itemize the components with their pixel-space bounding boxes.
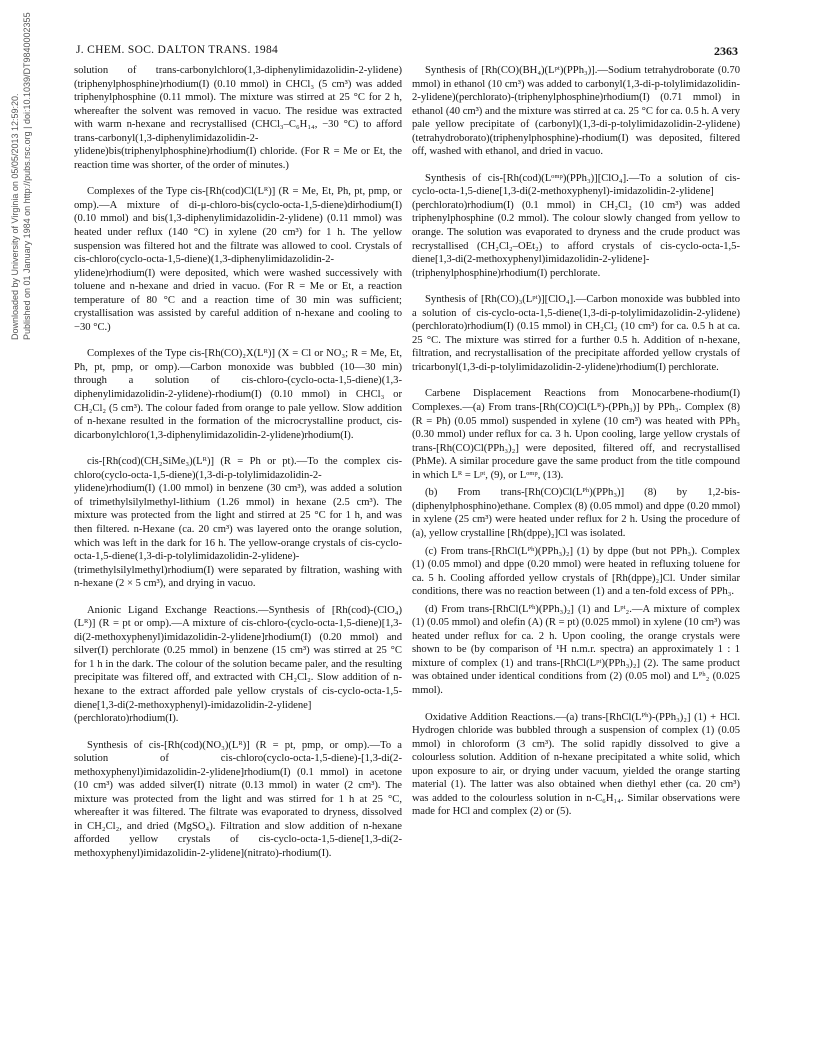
paragraph: Oxidative Addition Reactions.—(a) trans-[RhCl(Lᴾʰ)-(PPh₃)₂] (1) + HCl. Hydrogen chloride was bubbled through a suspension of complex (1) (0.05 mmol) in chloroform (3 cm³). The solid rapidly dissolved to give a colourless solution. Addition of n-hexane precipitated a white solid, which upon exposure to air, or drying under vacuum, yielded the orange starting material (1). The latter was also obtained when diethyl ether (ca. 20 cm³) was added to the colourless solution in n-C₆H₁₄. Similar observations were made for HCl and complex (2) or (5). (412, 711, 740, 818)
paragraph: Synthesis of [Rh(CO)₃(Lᵖᵗ)][ClO₄].—Carbon monoxide was bubbled into a solution of cis-cyclo-octa-1,5-diene(1,3-di-p-tolylimidazolidin-2-ylidene)(perchlorato)rhodium(I) (0.15 mmol) in CH₂Cl₂ (10 cm³) for ca. 0.5 h at ca. 25 °C. The mixture was stirred for a further 0.5 h. Addition of n-hexane, filtration, and recrystallisation of the precipitate afforded yellow crystals of tricarbonyl(1,3-di-p-tolylimidazolidin-2-ylidene)rhodium(I) perchlorate. (412, 294, 740, 373)
paragraph: (c) From trans-[RhCl(Lᴾʰ)(PPh₃)₂] (1) by dppe (but not PPh₃). Complex (1) (0.05 mmol) and dppe (0.20 mmol) were heated in refluxing toluene for ca. 5 h. Cooling afforded yellow crystals of [Rh(dppe)₂]Cl. Under similar conditions, there was no reaction between (1) and a ten-fold excess of PPh₃. (412, 545, 740, 598)
paragraph: (d) From trans-[RhCl(Lᴾʰ)(PPh₃)₂] (1) and Lᵖᵗ₂.—A mixture of complex (1) (0.05 mmol) and olefin (A) (R = pt) (0.025 mmol) in xylene (10 cm³) was heated under reflux for ca. 2 h. Upon cooling, the orange crystals were shown to be (by comparison of ¹H n.m.r. spectra) an approximately 1 : 1 mixture of complex (1) and trans-[RhCl(Lᵖᵗ)(PPh₃)₂] (2). The same product was obtained under identical conditions from (2) (0.05 mol) and Lᴾʰ₂ (0.025 mmol). (412, 603, 740, 696)
paragraph: Carbene Displacement Reactions from Monocarbene-rhodium(I) Complexes.—(a) From trans-[Rh(CO)Cl(Lᴿ)-(PPh₃)] by PPh₃. Complex (8) (R = Ph) (0.05 mmol) suspended in xylene (10 cm³) was heated with PPh₃ (0.30 mmol) under reflux for ca. 3 h. Upon cooling, large yellow crystals of trans-[Rh(CO)Cl(PPh₃)₂] were deposited, filtered off, and recrystallised (PhMe). A similar procedure gave the same product from the title compound in which Lᴿ = Lᵖᵗ, (9), or Lᵒᵐᵖ, (13). (412, 388, 740, 481)
page-number: 2363 (714, 44, 738, 58)
left-column (74, 64, 402, 861)
paragraph: solution of trans-carbonylchloro(1,3-diphenylimidazolidin-2-ylidene)(triphenylphosphine)rhodium(I) (0.10 mmol) in CHCl₃ (5 cm³) was added triphenylphosphine (0.11 mmol). The mixture was stirred at 25 °C for 2 h, whereafter the solvent was removed in vacuo. The residue was extracted with warm n-hexane and recrystallised (CHCl₃–C₆H₁₄, −30 °C) to afford trans-carbonyl(1,3-diphenylimidazolidin-2-ylidene)bis(triphenylphosphine)rhodium(I) chloride. (For R = Me or Et, the reaction time was shorter, of the order of minutes.) (74, 65, 402, 171)
paragraph: Anionic Ligand Exchange Reactions.—Synthesis of [Rh(cod)-(ClO₄)(Lᴿ)] (R = pt or omp).—A mixture of cis-chloro-(cyclo-octa-1,5-diene)[1,3-di(2-methoxyphenyl)imidazolidin-2-ylidene]rhodium(I) (0.20 mmol) and silver(I) perchlorate (0.25 mmol) in benzene (15 cm³) was stirred at 25 °C for 1 h in the dark. The colour of the solution became paler, and the resulting precipitate was filtered off, and extracted with CH₂Cl₂. Slow addition of n-hexane to the extract afforded pale yellow crystals of cis-cyclo-octa-1,5-diene[1,3-di(2-methoxyphenyl)-imidazolidin-2-ylidene](perchlorato)rhodium(I). (74, 604, 402, 725)
paragraph: cis-[Rh(cod)(CH₂SiMe₃)(Lᴿ)] (R = Ph or pt).—To the complex cis-chloro(cyclo-octa-1,5-diene)(1,3-di-p-tolylimidazolidin-2-ylidene)rhodium(I) (1.00 mmol) in benzene (30 cm³), was added a solution of trimethylsilylmethyl-lithium (1.26 mmol) in hexane (2.5 cm³). The mixture was protected from the light and stirred at 25 °C for 1 h, and was then filtered. n-Hexane (ca. 20 cm³) was layered onto the orange solution, which was left in the dark for 16 h. The yellow-orange crystals of cis-cyclo-octa-1,5-diene(1,3-di-p-tolylimidazolidin-2-ylidene)-(trimethylsilylmethyl)rhodium(I) were separated by filtration, washing with n-hexane (2 × 5 cm³), and drying in vacuo. (74, 456, 402, 590)
paragraph: Synthesis of cis-[Rh(cod)(NO₃)(Lᴿ)] (R = pt, pmp, or omp).—To a solution of cis-chloro(cyclo-octa-1,5-diene)-[1,3-di(2-methoxyphenyl)imidazolidin-2-ylidene]rhodium(I) (0.1 mmol) in acetone (10 cm³) was added silver(I) nitrate (0.13 mmol) in water (2 cm³). The mixture was protected from the light and was stirred for 1 h at 25 °C, whereafter it was filtered. The filtrate was evaporated to dryness, dissolved in CH₂Cl₂, and dried (MgSO₄). Filtration and slow addition of n-hexane afforded yellow crystals of cis-cyclo-octa-1,5-diene[1,3-di(2-methoxyphenyl)imidazolidin-2-ylidene](nitrato)-rhodium(I). (74, 739, 402, 859)
right-column (412, 64, 740, 819)
paragraph: Synthesis of cis-[Rh(cod)(Lᵒᵐᵖ)(PPh₃)][ClO₄].—To a solution of cis-cyclo-octa-1,5-diene[1,3-di(2-methoxyphenyl)-imidazolidin-2-ylidene](perchlorato)rhodium(I) (0.1 mmol) in CH₂Cl₂ (10 cm³) was added triphenylphosphine (0.2 mmol). The colour slowly changed from yellow to orange. The solution was evaporated to dryness and the crude product was recrystallised (CH₂Cl₂–OEt₂) to afford crystals of cis-cyclo-octa-1,5-diene[1,3-di(2-methoxyphenyl)imidazolidin-2-ylidene]-(triphenylphosphine)rhodium(I) perchlorate. (412, 172, 740, 279)
paragraph: Complexes of the Type cis-[Rh(CO)₂X(Lᴿ)] (X = Cl or NO₃; R = Me, Et, Ph, pt, pmp, or omp).—Carbon monoxide was bubbled (10—30 min) through a solution of cis-chloro-(cyclo-octa-1,5-diene)(1,3-diphenylimidazolidin-2-ylidene)-rhodium(I) (0.10 mmol) in CHCl₃ or CH₂Cl₂ (5 cm³). The colour faded from orange to pale yellow. Slow addition of n-hexane resulted in the formation of the microcrystalline product, cis-dicarbonylchloro(1,3-diphenylimidazolidin-2-ylidene)rhodium(I). (74, 348, 402, 441)
download-watermark: Downloaded by University of Virginia on 05/05/2013 12:59:20. (10, 93, 20, 340)
running-header (76, 44, 740, 60)
paragraph: Synthesis of [Rh(CO)(BH₄)(Lᵖᵗ)(PPh₃)].—Sodium tetrahydroborate (0.70 mmol) in ethanol (10 cm³) was added to carbonyl(1,3-di-p-tolylimidazolidin-2-ylidene)(perchlorato)-(triphenylphosphine)rhodium(I) (0.71 mmol) in ethanol (40 cm³) and the mixture was stirred at ca. 25 °C for ca. 0.5 h. A very pale yellow precipitate of (carbonyl)(1,3-di-p-tolylimidazolidin-2-ylidene)(tetrahydroborato)(triphenylphosphine)-rhodium(I) was deposited, filtered off, washed with ethanol, and dried in vacuo. (412, 65, 740, 158)
paragraph: (b) From trans-[Rh(CO)Cl(Lᴾʰ)(PPh₃)] (8) by 1,2-bis-(diphenylphosphino)ethane. Complex (8) (0.05 mmol) and dppe (0.20 mmol) in xylene (25 cm³) were heated under reflux for 2 h. Using the procedure of (a), yellow crystalline [Rh(dppe)₂]Cl was isolated. (412, 487, 740, 539)
journal-title: J. CHEM. SOC. DALTON TRANS. 1984 (76, 44, 279, 56)
paragraph: Complexes of the Type cis-[Rh(cod)Cl(Lᴿ)] (R = Me, Et, Ph, pt, pmp, or omp).—A mixture of di-μ-chloro-bis(cyclo-octa-1,5-diene)dirhodium(I) (0.10 mmol) and bis(1,3-diphenylimidazolidin-2-ylidene) (0.11 mmol) was heated under reflux (140 °C) in xylene (20 cm³) for 1 h. The yellow suspension was filtered hot and the filtrate was allowed to cool. Crystals of cis-chloro(cyclo-octa-1,5-diene)(1,3-diphenylimidazolidin-2-ylidene)rhodium(I) were deposited, which were washed successively with toluene and n-hexane and dried in vacuo. (For R = Me or Et, a reaction temperature of 80 °C and a reaction time of 30 min was sufficient; crystallisation was assisted by careful addition of n-hexane and cooling to −30 °C.) (74, 186, 402, 333)
doi-watermark: Published on 01 January 1984 on http://pubs.rsc.org | doi:10.1039/DT9840002355 (22, 12, 32, 340)
